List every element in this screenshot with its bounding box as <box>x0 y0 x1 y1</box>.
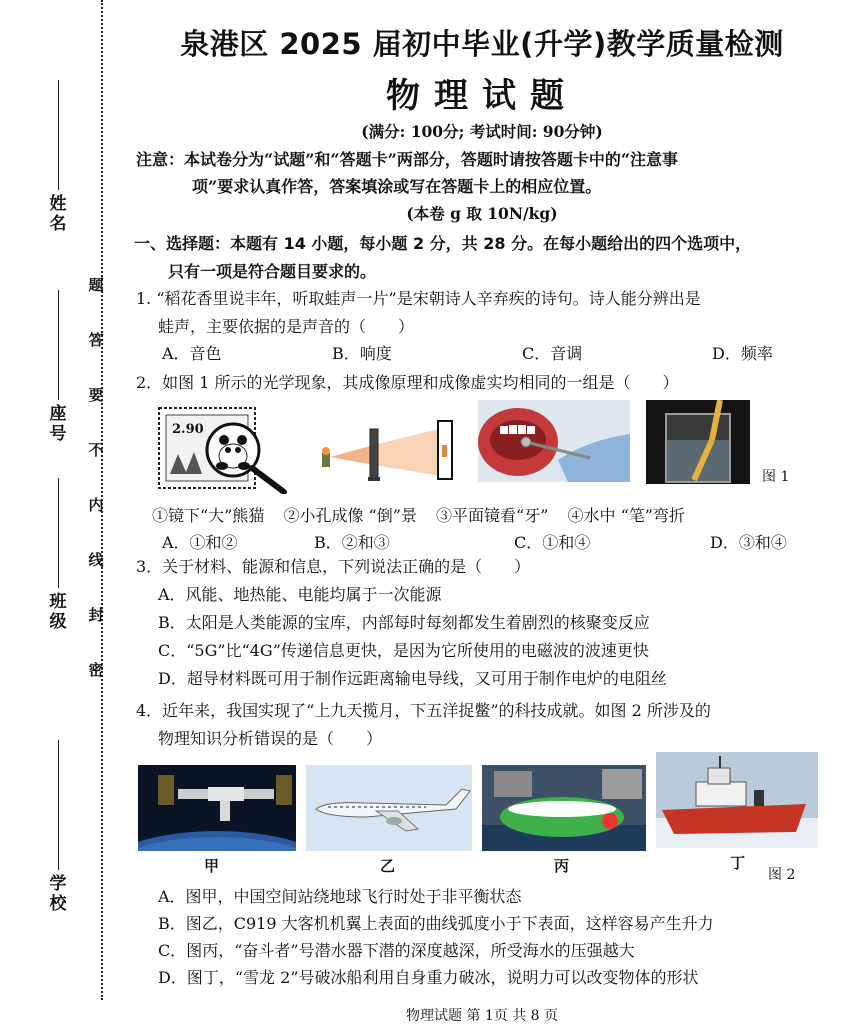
fig1-caption-2: ②小孔成像 “倒”景 <box>283 506 417 525</box>
fig1-bent-pencil-image <box>646 400 750 484</box>
section-heading <box>134 230 846 286</box>
question-2 <box>136 369 836 397</box>
fig2-label-bing: 丙 <box>554 857 570 875</box>
q4-stem-line-1: 4．近年来，我国实现了“上九天揽月，下五洋捉鳖”的科技成就。如图 2 所涉及的 <box>136 701 711 720</box>
q2-stem: 2．如图 1 所示的光学现象，其成像原理和成像虚实均相同的一组是（ ） <box>136 373 679 392</box>
q2-options <box>162 530 842 553</box>
q3-stem: 3．关于材料、能源和信息，下列说法正确的是（ ） <box>136 557 531 576</box>
question-4 <box>136 697 836 753</box>
seat-field <box>48 290 68 444</box>
question-3 <box>136 553 836 581</box>
q1-stem-line-1: 1. “稻花香里说丰年，听取蛙声一片”是宋朝诗人辛弃疾的诗句。诗人能分辨出是 <box>136 289 701 308</box>
g-note: (本卷 g 取 10N/kg) <box>406 204 558 223</box>
q4-option-c[interactable]: C．图丙，“奋斗者”号潜水器下潜的深度越深，所受海水的压强越大 <box>158 941 635 960</box>
q1-options <box>162 341 842 364</box>
name-field <box>48 80 68 234</box>
seal-notice-char: 密 <box>88 661 104 679</box>
subject-title: 物理试题 <box>386 76 578 116</box>
fig1-pinhole-image <box>312 415 462 485</box>
q1-option-c[interactable]: C．音调 <box>522 344 583 363</box>
school-label: 学校 <box>49 874 67 914</box>
seal-notice-char: 题 <box>88 276 104 294</box>
seal-notice-char: 要 <box>88 386 104 404</box>
q1-stem-line-2: 蛙声，主要依据的是声音的（ ） <box>158 317 415 336</box>
seat-blank[interactable] <box>58 290 59 400</box>
class-blank[interactable] <box>58 478 59 588</box>
fig2-airliner-image <box>306 765 472 851</box>
q1-option-d[interactable]: D．频率 <box>712 344 773 363</box>
seal-notice-char: 答 <box>88 331 104 349</box>
fig2-icebreaker-image <box>656 752 818 848</box>
seal-notice-char: 线 <box>88 551 104 569</box>
fig1-captions <box>152 503 832 526</box>
school-blank[interactable] <box>58 740 59 870</box>
q4-stem-line-2: 物理知识分析错误的是（ ） <box>158 729 383 748</box>
q4-option-d[interactable]: D．图丁，“雪龙 2”号破冰船利用自身重力破冰，说明力可以改变物体的形状 <box>158 968 699 987</box>
q2-option-c[interactable]: C．①和④ <box>514 533 591 552</box>
name-blank[interactable] <box>58 80 59 190</box>
seat-label: 座号 <box>49 404 67 444</box>
fig1-caption-4: ④水中 “笔”弯折 <box>567 506 685 525</box>
class-label: 班级 <box>49 592 67 632</box>
q2-option-d[interactable]: D．③和④ <box>710 533 787 552</box>
q3-option-a[interactable]: A．风能、地热能、电能均属于一次能源 <box>158 585 442 604</box>
q2-option-b[interactable]: B．②和③ <box>314 533 390 552</box>
figure-2-label: 图 2 <box>768 867 796 883</box>
fig1-caption-3: ③平面镜看“牙” <box>436 506 549 525</box>
fig2-space-station-image <box>138 765 296 851</box>
name-label: 姓名 <box>49 194 67 234</box>
notice-line-1: 注意：本试卷分为“试题”和“答题卡”两部分，答题时请按答题卡中的“注意事 <box>136 150 679 169</box>
class-field <box>48 478 68 632</box>
seal-notice-char: 内 <box>88 496 104 514</box>
fig2-label-ding: 丁 <box>730 854 746 872</box>
q1-option-a[interactable]: A．音色 <box>162 344 222 363</box>
section-line-2: 只有一项是符合题目要求的。 <box>168 262 377 281</box>
fig1-caption-1: ①镜下“大”熊猫 <box>152 506 265 525</box>
figure-1-label: 图 1 <box>762 469 790 485</box>
exam-title: 泉港区 2025 届初中毕业(升学)教学质量检测 <box>180 27 784 61</box>
q4-option-a[interactable]: A．图甲，中国空间站绕地球飞行时处于非平衡状态 <box>158 887 522 906</box>
fig2-submersible-image <box>482 765 646 851</box>
q3-option-b[interactable]: B．太阳是人类能源的宝库，内部每时每刻都发生着剧烈的核聚变反应 <box>158 613 650 632</box>
seal-notice-char: 不 <box>88 441 104 459</box>
fig1-dental-mirror-image <box>478 400 630 482</box>
section-line-1: 一、选择题：本题有 14 小题，每小题 2 分，共 28 分。在每小题给出的四个选项中， <box>134 234 752 253</box>
exam-meta: (满分: 100分; 考试时间: 90分钟) <box>361 122 603 141</box>
school-field <box>48 740 68 914</box>
seal-notice-char: 封 <box>88 606 104 624</box>
q3-option-c[interactable]: C．“5G”比“4G”传递信息更快，是因为它所使用的电磁波的波速更快 <box>158 641 649 660</box>
fig2-label-jia: 甲 <box>204 857 220 875</box>
page-footer: 物理试题 第 1页 共 8 页 <box>405 1008 559 1024</box>
q2-option-a[interactable]: A．①和② <box>162 533 238 552</box>
question-1 <box>136 285 836 341</box>
q3-option-d[interactable]: D．超导材料既可用于制作远距离输电导线，又可用于制作电炉的电阻丝 <box>158 669 667 688</box>
seal-notice <box>86 275 106 715</box>
exam-page <box>112 0 852 1027</box>
binding-margin <box>0 0 112 1027</box>
notice-line-2: 项”要求认真作答，答案填涂或写在答题卡上的相应位置。 <box>192 177 602 196</box>
fig1-magnifier-panda-image <box>158 404 298 494</box>
fig2-label-yi: 乙 <box>380 857 396 875</box>
q4-option-b[interactable]: B．图乙，C919 大客机机翼上表面的曲线弧度小于下表面，这样容易产生升力 <box>158 914 714 933</box>
stamp-value: 2.90 <box>172 422 204 437</box>
q1-option-b[interactable]: B．响度 <box>332 344 392 363</box>
exam-notice <box>136 146 836 200</box>
